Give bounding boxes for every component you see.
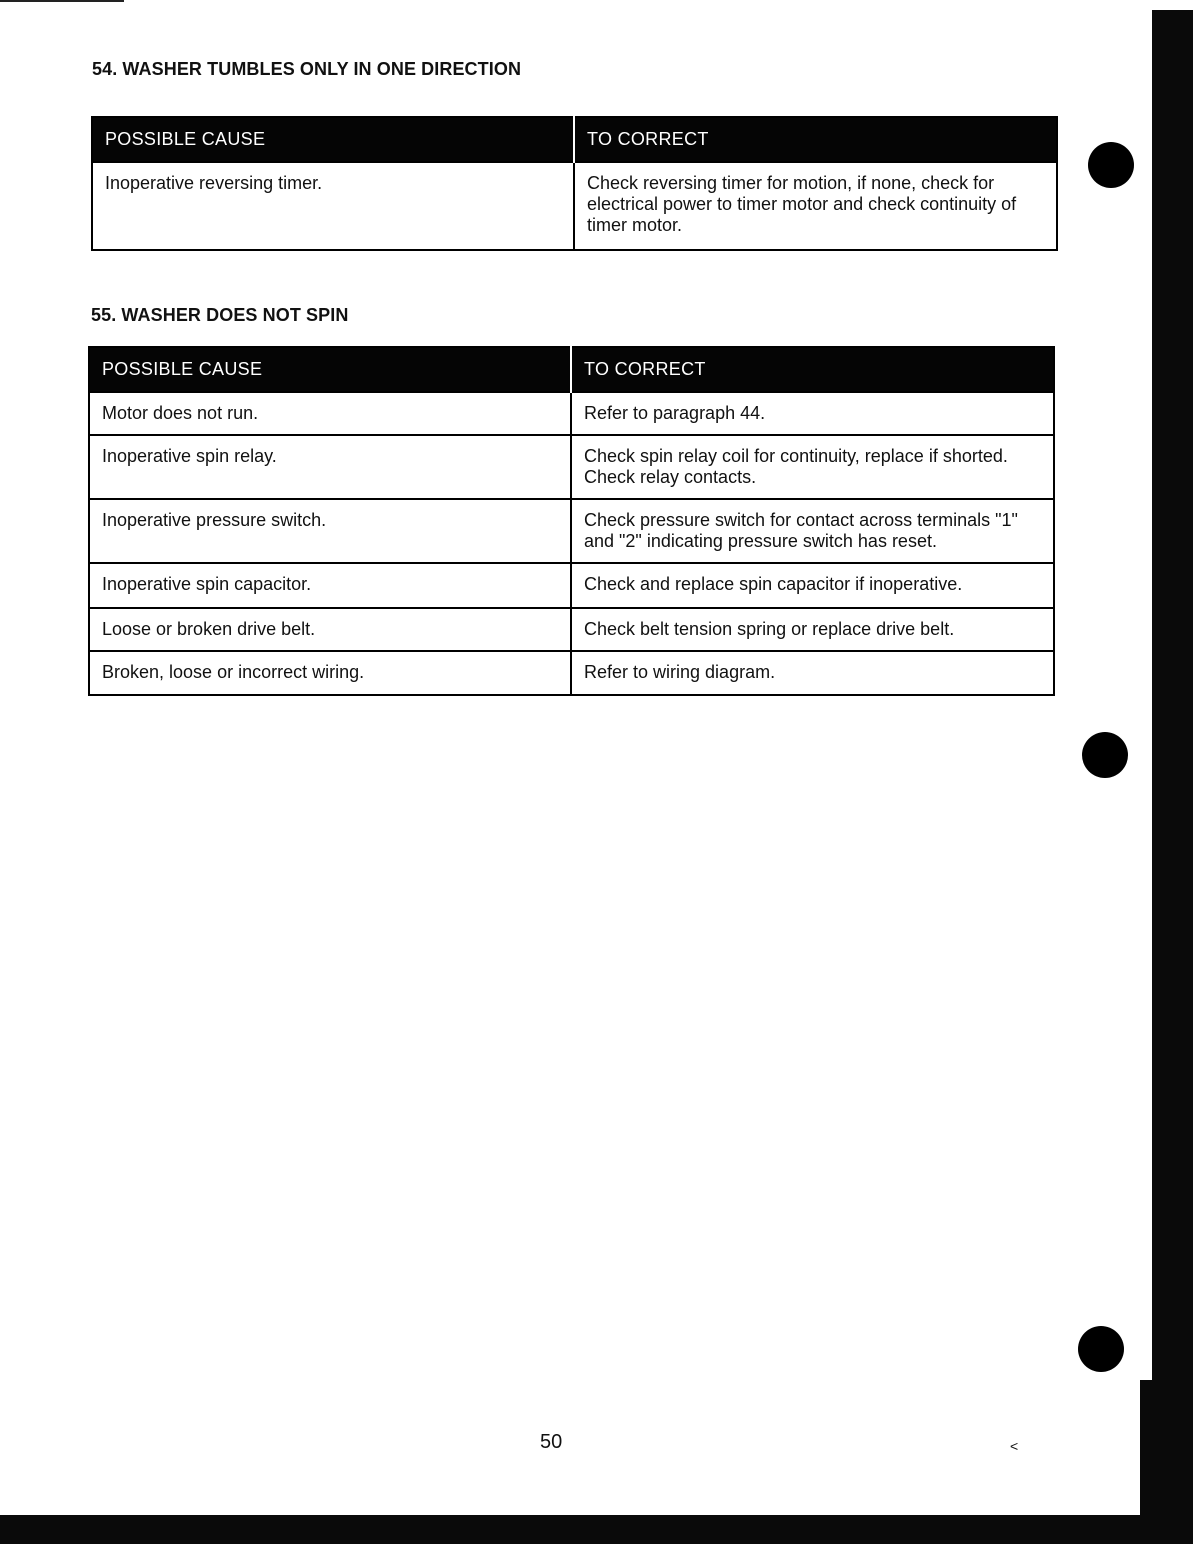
scan-edge-right: [1152, 10, 1193, 1544]
table-header-row: [89, 347, 1054, 392]
table-row: [89, 608, 1054, 651]
cause-cell: Inoperative spin relay.: [89, 435, 571, 499]
table-row: [89, 563, 1054, 608]
table-row: [89, 435, 1054, 499]
correct-cell: Check reversing timer for motion, if none, check for electrical power to timer motor and check continuity of timer motor.: [574, 162, 1057, 250]
table-row: [89, 651, 1054, 695]
correct-cell: Check belt tension spring or replace drive belt.: [571, 608, 1054, 651]
corner-mark: <: [1010, 1438, 1019, 1454]
cause-cell: Inoperative reversing timer.: [92, 162, 574, 250]
header-possible-cause: POSSIBLE CAUSE: [92, 117, 574, 162]
header-to-correct: TO CORRECT: [571, 347, 1054, 392]
punch-hole: [1088, 142, 1134, 188]
punch-hole: [1078, 1326, 1124, 1372]
section-title: 54. WASHER TUMBLES ONLY IN ONE DIRECTION: [92, 59, 522, 79]
correct-cell: Refer to paragraph 44.: [571, 392, 1054, 435]
header-possible-cause: POSSIBLE CAUSE: [89, 347, 571, 392]
punch-hole: [1082, 732, 1128, 778]
table-row: [89, 392, 1054, 435]
cause-cell: Inoperative spin capacitor.: [89, 563, 571, 608]
cause-cell: Broken, loose or incorrect wiring.: [89, 651, 571, 695]
correct-cell: Check and replace spin capacitor if inoperative.: [571, 563, 1054, 608]
correct-cell: Refer to wiring diagram.: [571, 651, 1054, 695]
correct-cell: Check pressure switch for contact across terminals "1" and "2" indicating pressure switch has reset.: [571, 499, 1054, 563]
section-title: 55. WASHER DOES NOT SPIN: [91, 305, 349, 325]
table-row: [92, 162, 1057, 250]
top-rule: [0, 0, 124, 2]
troubleshooting-table: [88, 346, 1055, 696]
scan-edge-bottom: [0, 1515, 1193, 1544]
cause-cell: Inoperative pressure switch.: [89, 499, 571, 563]
correct-cell: Check spin relay coil for continuity, replace if shorted. Check relay contacts.: [571, 435, 1054, 499]
header-to-correct: TO CORRECT: [574, 117, 1057, 162]
table-header-row: [92, 117, 1057, 162]
cause-cell: Motor does not run.: [89, 392, 571, 435]
cause-cell: Loose or broken drive belt.: [89, 608, 571, 651]
troubleshooting-table: [91, 116, 1058, 251]
table-row: [89, 499, 1054, 563]
page-number: 50: [540, 1431, 563, 1453]
